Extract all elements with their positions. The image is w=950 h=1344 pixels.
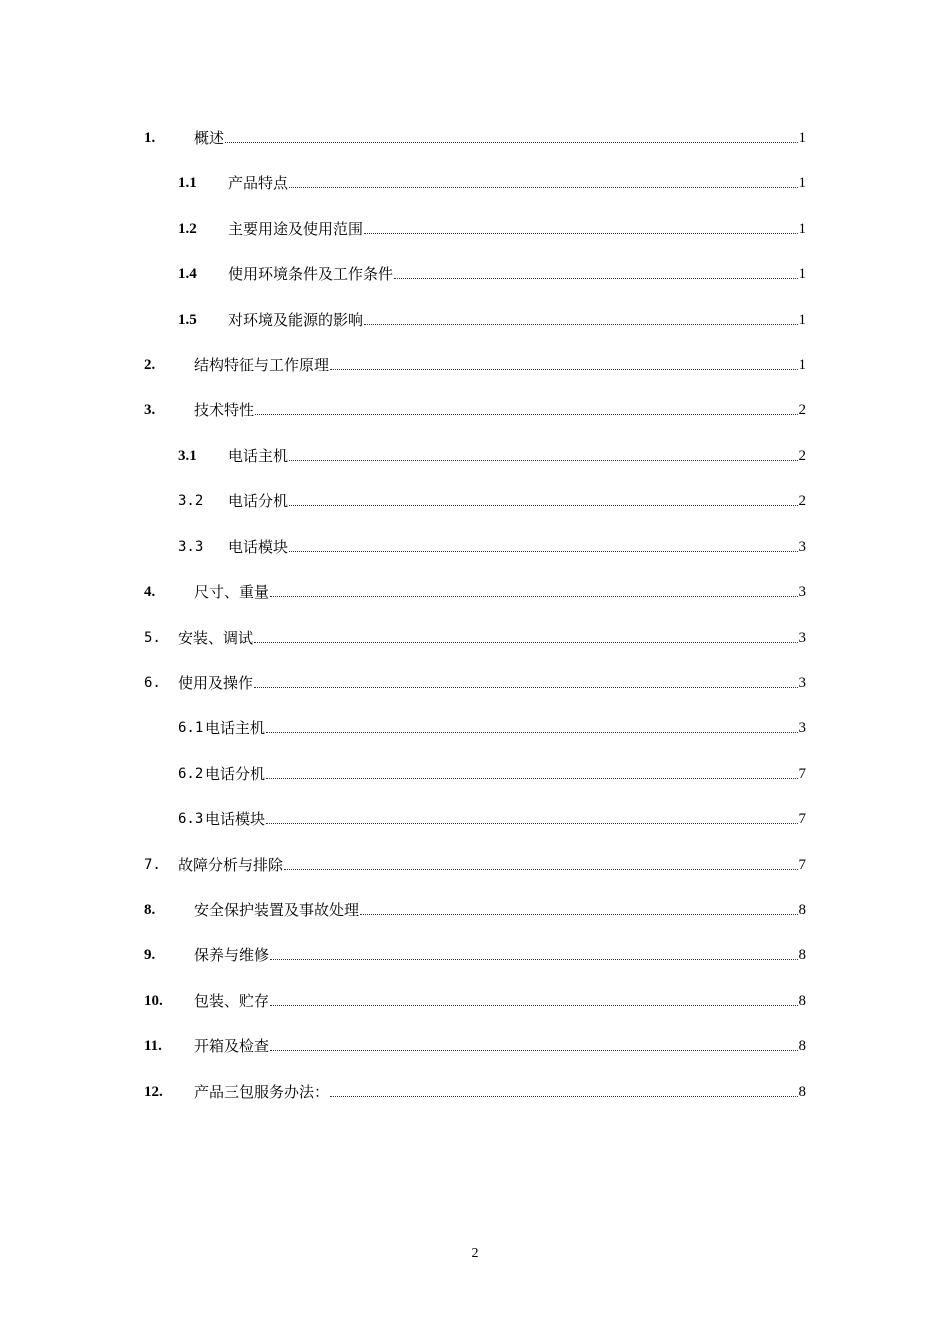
toc-entry-title: 产品三包服务办法： [194,1083,330,1101]
toc-entry-title: 概述 [194,129,225,147]
toc-entry-number: 3.1 [178,448,197,464]
toc-entry-title: 保养与维修 [194,946,270,964]
toc-entry-page: 1 [798,221,806,237]
toc-entry-title: 电话模块 [228,538,289,556]
toc-entry-number: 3. [144,402,156,418]
dot-leader [270,1004,797,1006]
toc-entry-page: 8 [798,947,806,963]
toc-entry-title: 故障分析与排除 [178,856,284,874]
dot-leader [284,868,797,870]
toc-entry-number: 12. [144,1084,163,1100]
toc-entry-number: 2. [144,357,156,373]
toc-entry[interactable] [144,854,806,876]
toc-entry-page: 2 [798,493,806,509]
toc-entry[interactable] [144,627,806,649]
dot-leader [289,504,797,506]
dot-leader [289,459,797,461]
toc-entry-number: 1.4 [178,266,197,282]
toc-entry-number: 7. [144,857,161,873]
toc-entry-number: 6. [144,675,161,691]
toc-entry-title: 电话分机 [205,765,266,783]
toc-entry-page: 8 [798,993,806,1009]
toc-entry-title: 安全保护装置及事故处理 [194,901,360,919]
dot-leader [270,1049,797,1051]
dot-leader [360,913,797,915]
dot-leader [270,958,797,960]
toc-entry-title: 电话主机 [205,719,266,737]
toc-entry-title: 技术特性 [194,401,255,419]
toc-entry-title: 产品特点 [228,174,289,192]
toc-entry-title: 电话主机 [228,447,289,465]
toc-entry-number: 4. [144,584,156,600]
toc-entry-number: 1.5 [178,312,197,328]
toc-entry[interactable] [144,899,806,921]
toc-entry-number: 9. [144,947,156,963]
toc-entry[interactable] [178,808,806,830]
toc-entry-title: 使用及操作 [178,674,254,692]
toc-entry-title: 开箱及检查 [194,1037,270,1055]
toc-entry-title: 对环境及能源的影响 [228,311,364,329]
toc-entry-page: 1 [798,312,806,328]
toc-entry[interactable] [144,399,806,421]
toc-entry-page: 3 [798,675,806,691]
toc-entry-number: 10. [144,993,163,1009]
toc-entry-page: 1 [798,130,806,146]
toc-entry-title: 包装、贮存 [194,992,270,1010]
toc-entry[interactable] [144,1035,806,1057]
dot-leader [330,368,797,370]
dot-leader [364,323,797,325]
toc-entry-title: 结构特征与工作原理 [194,356,330,374]
toc-entry-page: 3 [798,584,806,600]
toc-entry[interactable] [178,490,806,512]
toc-entry-page: 3 [798,539,806,555]
toc-entry-title: 尺寸、重量 [194,583,270,601]
toc-entry[interactable] [178,717,806,739]
toc-entry-page: 1 [798,357,806,373]
toc-entry[interactable] [178,172,806,194]
toc-entry-page: 2 [798,402,806,418]
toc-entry-page: 7 [798,857,806,873]
toc-entry-number: 5. [144,630,161,646]
toc-entry-title: 主要用途及使用范围 [228,220,364,238]
toc-entry[interactable] [144,1081,806,1103]
dot-leader [289,186,797,188]
toc-entry-number: 1. [144,130,156,146]
toc-entry-number: 3.3 [178,539,204,555]
toc-entry[interactable] [144,127,806,149]
toc-entry-page: 1 [798,175,806,191]
toc-entry-number: 6.3 [178,811,204,827]
toc-entry-page: 7 [798,811,806,827]
dot-leader [330,1095,797,1097]
dot-leader [254,641,797,643]
toc-entry-number: 11. [144,1038,162,1054]
toc-entry-title: 电话模块 [205,810,266,828]
dot-leader [225,141,797,143]
dot-leader [266,777,797,779]
toc-entry-number: 6.2 [178,766,204,782]
toc-entry-number: 1.2 [178,221,197,237]
toc-entry-page: 2 [798,448,806,464]
toc-entry[interactable] [178,263,806,285]
toc-entry[interactable] [144,944,806,966]
dot-leader [254,686,797,688]
toc-entry-number: 8. [144,902,156,918]
toc-entry-title: 安装、调试 [178,629,254,647]
toc-entry-page: 8 [798,1084,806,1100]
toc-entry[interactable] [178,445,806,467]
toc-entry-page: 3 [798,630,806,646]
toc-entry[interactable] [144,990,806,1012]
toc-entry-page: 1 [798,266,806,282]
toc-entry-title: 使用环境条件及工作条件 [228,265,394,283]
dot-leader [270,595,797,597]
toc-entry-page: 3 [798,720,806,736]
dot-leader [255,413,797,415]
toc-entry-page: 7 [798,766,806,782]
toc-entry[interactable] [144,354,806,376]
toc-entry-number: 6.1 [178,720,204,736]
dot-leader [394,277,797,279]
toc-entry[interactable] [144,581,806,603]
toc-entry-number: 1.1 [178,175,197,191]
toc-entry[interactable] [144,672,806,694]
toc-entry-number: 3.2 [178,493,204,509]
dot-leader [266,731,797,733]
page-number-footer: 2 [471,1246,479,1261]
toc-entry[interactable] [178,218,806,240]
toc-entry[interactable] [178,309,806,331]
toc-entry-page: 8 [798,902,806,918]
toc-entry-title: 电话分机 [228,492,289,510]
toc-entry[interactable] [178,763,806,785]
dot-leader [364,232,797,234]
dot-leader [289,550,797,552]
toc-entry-page: 8 [798,1038,806,1054]
dot-leader [266,822,797,824]
toc-entry[interactable] [178,536,806,558]
